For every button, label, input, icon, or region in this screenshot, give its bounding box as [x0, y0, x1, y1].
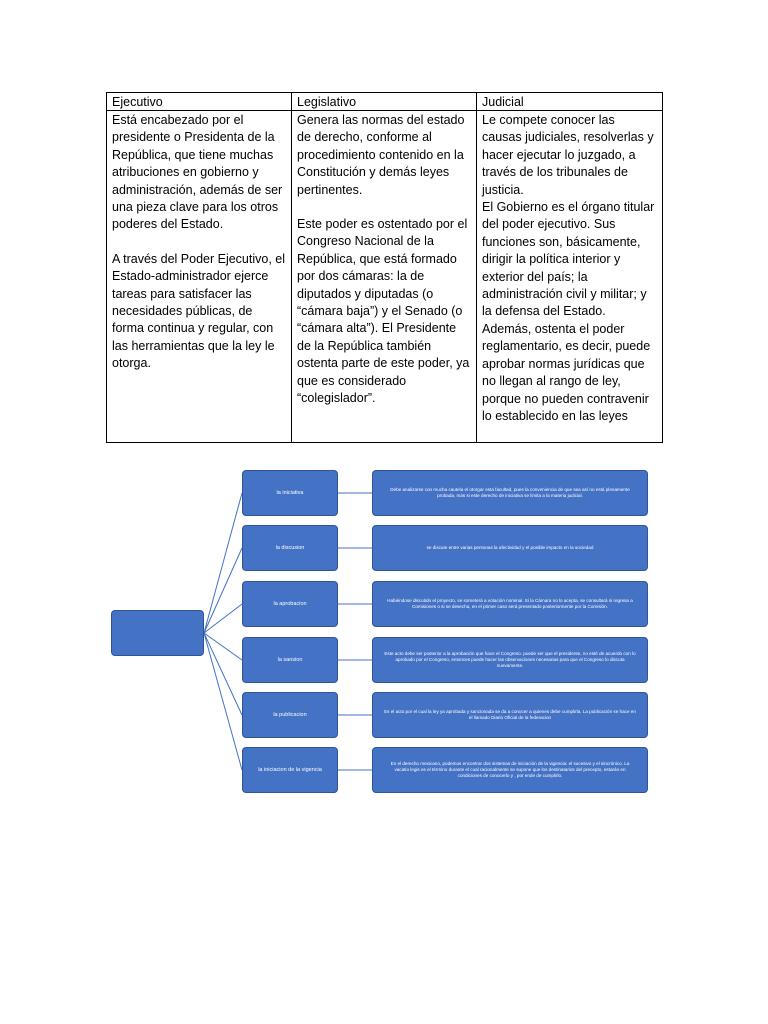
- connector-line: [204, 548, 242, 633]
- connector-line: [204, 633, 242, 660]
- step-node-discusion: la discusion: [242, 525, 338, 571]
- judicial-paragraph: Le compete conocer las causas judiciales, resolverlas y hacer ejecutar lo juzgado, a través de los tribunales de justicia.: [482, 113, 654, 197]
- step-node-publicacion: la publicacion: [242, 692, 338, 738]
- header-ejecutivo: Ejecutivo: [107, 93, 292, 111]
- legislativo-paragraph: Este poder es ostentado por el Congreso Nacional de la República, que está formado por dos cámaras: la de diputados y diputadas (o “cámara baja”) y el Senado (o “cámara alta”). El Presidente de la República también ostenta parte de este poder, ya que es considerado “colegislador”.: [297, 217, 470, 406]
- header-judicial: Judicial: [477, 93, 663, 111]
- step-node-sansion: la sansion: [242, 637, 338, 683]
- description-node: Debe analizarse con mucha cautela el otorgar esta facultad, pues la conveniencia de que sea así no está plenamente probada, más si este derecho de iniciativa se limita a la materia judicial.: [372, 470, 648, 516]
- step-node-aprobacion: la aprobacion: [242, 581, 338, 627]
- ejecutivo-paragraph: A través del Poder Ejecutivo, el Estado-administrador ejerce tareas para satisfacer las necesidades públicas, de forma continua y regular, con las herramientas que la ley le otorga.: [112, 251, 286, 371]
- connector-line: [204, 493, 242, 633]
- description-node: se discute entre varias personas la afectividad y el posible impacto en la sociedad: [372, 525, 648, 571]
- step-node-iniciativa: la iniciativa: [242, 470, 338, 516]
- step-node-vigencia: la iniciacion de la vigencia: [242, 747, 338, 793]
- legislativo-paragraph: Genera las normas del estado de derecho, conforme al procedimiento contenido en la Constitución y demás leyes pertinentes.: [297, 113, 465, 197]
- connector-line: [204, 633, 242, 770]
- description-node: En el derecho mexicano, podemos encontrar dos sistemas de iniciación de la vigencia: el sucesivo y el sincrónico. La vacatio legis es el término durante el cual racionalmente se supone que los destinatarios del precepto, estarán en condiciones de conocerlo y , por ende de cumplirlo.: [372, 747, 648, 793]
- description-node: Es el acto por el cual la ley ya aprobada y sancionada se da a conocer a quienes debe cumplirla. La publicación se hace en el llamado Diario Oficial de la federacion: [372, 692, 648, 738]
- judicial-paragraph: El Gobierno es el órgano titular del poder ejecutivo. Sus funciones son, básicamente, dirigir la política interior y exterior del país; la administración civil y militar; y la defensa del Estado. Además, ostenta el poder reglamentario, es decir, puede aprobar normas jurídicas que no llegan al rango de ley, porque no pueden contravenir lo establecido en las leyes: [482, 200, 655, 423]
- description-node: Este acto debe ser posterior a la aprobación que hace el Congreso. puede ser que el presidente, no esté de acuerdo con lo aprobado por el Congreso, entonces puede hacer las observaciones necesarias para que el Congreso lo discuta nuevamente.: [372, 637, 648, 683]
- description-node: Habiéndose discutido el proyecto, se someterá a votación nominal. Si la Cámara no lo acepta, se consultará si regresa a Comisiones o si se desecha, en el primer caso será presentado posteriormente por la Comisión.: [372, 581, 648, 627]
- header-legislativo: Legislativo: [292, 93, 477, 111]
- ejecutivo-paragraph: Está encabezado por el presidente o Presidenta de la República, que tiene muchas atribuciones en gobierno y administración, además de ser una pieza clave para los otros poderes del Estado.: [112, 113, 283, 232]
- connector-line: [204, 604, 242, 633]
- root-node: [111, 610, 204, 656]
